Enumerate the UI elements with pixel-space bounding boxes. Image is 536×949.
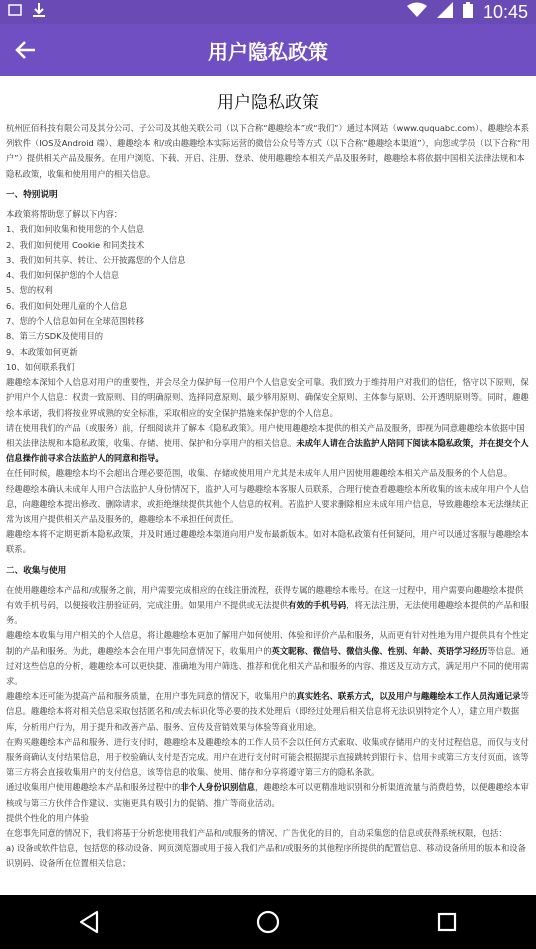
circle-home-icon <box>256 910 280 934</box>
status-bar <box>0 0 536 24</box>
bold-text: 英文昵称、微信号、微信头像、性别、年龄、英语学习经历 <box>271 645 488 656</box>
toc-item: 7、您的个人信息如何在全球范围转移 <box>6 316 145 326</box>
toc-item: 2、我们如何使用 Cookie 和同类技术 <box>6 239 145 250</box>
paragraph: a) 设备或软件信息，包括您的移动设备、网页浏览器或用于接入我们产品和/或服务的其他程序所提供的配置信息、移动设备所用的版本和设备识别码、设备所在位置相关信息； <box>6 843 526 869</box>
policy-content[interactable] <box>0 76 536 895</box>
toc-item: 9、本政策如何更新 <box>6 346 78 357</box>
text-span: ，将无法注册，无法使用趣趣绘本提供的产品和服务。 <box>6 600 529 626</box>
download-icon <box>32 2 46 23</box>
toc-item: 1、我们如何收集和使用您的个人信息 <box>6 224 145 235</box>
paragraph: 经趣趣绘本确认未成年人用户合法监护人身份情况下，监护人可与趣趣绘本客服人员联系，合理行使查看趣趣绘本所收集的该未成年用户个人信息，向趣趣绘本提出修改、删除请求，或拒绝继续提供其他个人信息的权利。若监护人要求删除相应未成年用户信息，导致趣趣绘本无法继续正常为该用户提供相关产品及服务的，趣趣绘本不承担任何责任。 <box>6 483 529 525</box>
battery-icon <box>463 2 473 23</box>
square-recents-icon <box>437 912 457 932</box>
text-span: 趣趣绘本还可能为提高产品和服务质量，在用户事先同意的情况下，收集用户的 <box>6 691 297 702</box>
paragraph <box>6 583 530 629</box>
paragraph: 在购买趣趣绘本产品和服务、进行支付时，趣趣绘本及趣趣绘本的工作人员不会以任何方式索取、收集或存储用户的支付过程信息，而仅与支付服务商确认支付结果信息，用于校验确认支付是否完成。用户在进行支付时可能会根据提示直接跳转到银行卡、信用卡或第三方支付页面，该等第三方将会直接收集用户的支付信息，该等信息的收集、使用、储存和分享将遵守第三方的隐私条款。 <box>6 736 529 778</box>
text-span: 通过收集用户使用趣趣绘本产品和服务过程中的 <box>6 782 181 793</box>
paragraph: 趣趣绘本将不定期更新本隐私政策，并及时通过趣趣绘本渠道向用户发布最新版本。如对本隐私政策有任何疑问，用户可以通过客服与趣趣绘本联系。 <box>6 529 529 555</box>
app-bar <box>0 24 536 76</box>
arrow-left-icon <box>15 39 37 61</box>
text-span: 趣趣绘本收集与用户相关的个人信息，将让趣趣绘本更加了解用户如何使用、体验和评价产品和服务，从而更有针对性地为用户提供具有个性定制的产品和服务。为此，趣趣绘本会在用户事先同意情况下，收集用户的 <box>6 630 529 656</box>
page-title: 用户隐私政策 <box>208 39 328 64</box>
wifi-icon <box>407 2 427 23</box>
toc-item: 8、第三方SDK及使用目的 <box>6 331 104 342</box>
text-span: 等信息。通过对这些信息的分析，趣趣绘本可以更快捷、准确地为用户筛选、推荐和优化相关产品和服务的内容、推送及互动方式，满足用户不同的使用需求。 <box>6 645 529 687</box>
toc-item: 10、如何联系我们 <box>6 361 75 372</box>
bold-text: 非个人身份识别信息 <box>180 782 255 793</box>
nav-recents-button[interactable] <box>417 895 477 949</box>
paragraph <box>6 628 530 689</box>
intro-paragraph: 杭州匠佰科技有限公司及其分公司、子公司及其他关联公司（以下合称“趣趣绘本”或“我们”）通过本网站（www.ququabc.com）、趣趣绘本系列软件（IOS及Android 端）、趣趣绘本 和/或由趣趣绘本实际运营的微信公众号等方式（以下合称“趣趣绘本渠道”），向您或学员（以下合称“用户”）提供相关产品及服务。在用户浏览、下载、开启、注册、登录、使用趣趣绘本相关产品及服务时，趣趣绘本将依据中国相关法律法规和本隐私政策，收集和使用用户的相关信息。 <box>6 123 530 179</box>
toc-item: 6、我们如何处理儿童的个人信息 <box>6 300 128 311</box>
nav-home-button[interactable] <box>238 895 298 949</box>
status-time: 10:45 <box>482 1 528 22</box>
toc-item: 3、我们如何共享、转让、公开披露您的个人信息 <box>6 254 186 265</box>
paragraph <box>6 421 530 467</box>
system-nav-bar <box>0 895 536 949</box>
paragraph: 在您事先同意的情况下，我们将基于分析您使用我们产品和/或服务的情况、广告优化的目的，自动采集您的信息或获得系统权限，包括： <box>6 828 507 839</box>
paragraph <box>6 780 530 810</box>
toc-item: 4、我们如何保护您的个人信息 <box>6 270 120 281</box>
document-title: 用户隐私政策 <box>217 93 319 113</box>
text-span: 等信息。趣趣绘本将对相关信息采取包括匿名和/或去标识化等必要的技术处理后（即经过处理后相关信息将无法识别特定个人），建立用户数据库，分析用户行为，用于提升和改善产品、服务、宣传及营销效果与体验等商业用途。 <box>6 691 529 732</box>
back-button[interactable] <box>0 24 52 76</box>
toc-list <box>6 222 530 375</box>
bold-text: 真实姓名、联系方式，以及用户与趣趣绘本工作人员沟通记录 <box>296 691 521 702</box>
paragraph <box>6 689 530 735</box>
paragraph: 提供个性化的用户体验 <box>6 812 89 823</box>
paragraph: 在任何时候，趣趣绘本均不会超出合理必要范围，收集、存储或使用用户尤其是未成年人用户因使用趣趣绘本相关产品及服务的个人信息。 <box>6 468 513 479</box>
section-lead: 本政策将帮助您了解以下内容： <box>6 209 123 220</box>
notification-icon <box>8 3 22 22</box>
triangle-back-icon <box>78 910 100 934</box>
text-span: 在使用趣趣绘本产品和/或服务之前，用户需要完成相应的在线注册流程，获得专属的趣趣绘本账号。在这一过程中，用户需要向趣趣绘本提供有效手机号码，以便接收注册验证码，完成注册。如果用户不提供或无法提供 <box>6 584 524 611</box>
nav-back-button[interactable] <box>59 895 119 949</box>
bold-text: 未成年人请在合法监护人陪同下阅读本隐私政策，并在提交个人信息操作前寻求合法监护人的同意和指导。 <box>6 438 529 464</box>
signal-icon <box>437 2 453 23</box>
paragraph: 趣趣绘本深知个人信息对用户的重要性，并会尽全力保护每一位用户个人信息安全可靠。我们致力于维持用户对我们的信任，恪守以下原则，保护用户个人信息：权责一致原则、目的明确原则、选择同意原则、最少够用原则、确保安全原则、主体参与原则、公开透明原则等。同时，趣趣绘本承诺，我们将按业界成熟的安全标准，采取相应的安全保护措施来保护您的个人信息。 <box>6 377 529 418</box>
section-heading: 一、特别说明 <box>6 189 58 200</box>
toc-item: 5、您的权利 <box>6 285 53 296</box>
section-heading: 二、收集与使用 <box>6 565 67 576</box>
text-span: ，趣趣绘本可以更精准地识别和分析渠道流量与消费趋势，以便趣趣绘本审核或与第三方伙伴合作建议、实施更具有吸引力的促销、推广等商业活动。 <box>6 782 529 808</box>
text-span: 请在使用我们的产品（或服务）前，仔细阅读并了解本《隐私政策》。用户使用趣趣绘本提供的相关产品及服务，即视为同意趣趣绘本依据中国相关法律法规和本隐私政策，收集、存储、使用、保护和分享用户的相关信息。 <box>6 422 525 448</box>
bold-text: 有效的手机号码 <box>288 600 347 611</box>
